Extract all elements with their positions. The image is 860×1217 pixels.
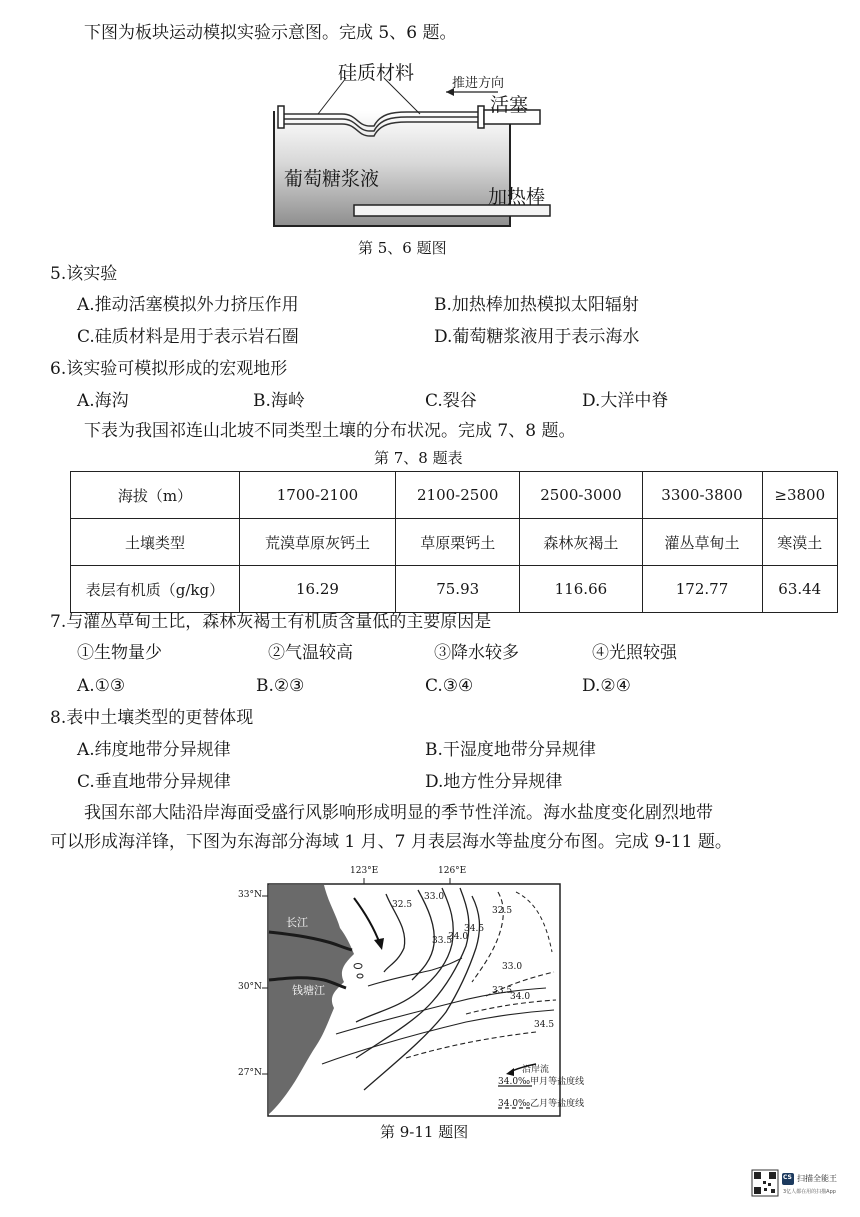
q8-option-c[interactable]: C.垂直地带分异规律: [77, 772, 231, 792]
isohaline-label: 32.5: [492, 906, 513, 916]
table-cell: 3300-3800: [642, 472, 762, 519]
q7-item-4: ④光照较强: [592, 643, 677, 663]
map-caption: 第 9-11 题图: [380, 1123, 469, 1141]
table-row: [71, 472, 838, 519]
scanner-subtitle: 3亿人都在用的扫描App: [783, 1189, 836, 1195]
map-lat-33: 33°N: [238, 890, 262, 900]
q7-item-3: ③降水较多: [434, 643, 519, 663]
legend-month-yi: 34.0‰乙月等盐度线: [498, 1099, 585, 1109]
isohaline-label: 33.5: [492, 986, 513, 996]
legend-coastal-current: 沿岸流: [522, 1065, 550, 1075]
intro-text-1: 下图为板块运动模拟实验示意图。完成 5、6 题。: [84, 23, 457, 43]
table-cell: 森林灰褐土: [520, 519, 642, 566]
label-heating-rod: 加热棒: [488, 186, 546, 208]
table-cell: 灌丛草甸土: [642, 519, 762, 566]
legend-month-jia: 34.0‰甲月等盐度线: [498, 1077, 585, 1087]
isohaline-label: 33.0: [502, 962, 523, 972]
figure1-caption: 第 5、6 题图: [358, 239, 447, 257]
salinity-map: [236, 862, 585, 1120]
map-lon-126: 126°E: [438, 866, 467, 876]
table-cell: 63.44: [762, 566, 837, 613]
isohaline-label: 33.0: [424, 892, 445, 902]
q5-option-a[interactable]: A.推动活塞模拟外力挤压作用: [77, 295, 299, 315]
label-glucose-syrup: 葡萄糖浆液: [284, 168, 380, 190]
table-cell: 2100-2500: [396, 472, 520, 519]
table-row: [71, 519, 838, 566]
isohaline-label: 34.5: [464, 924, 485, 934]
q6-option-a[interactable]: A.海沟: [77, 391, 129, 411]
table-cell: 表层有机质（g/kg）: [71, 566, 240, 613]
q7-option-d[interactable]: D.②④: [582, 676, 631, 696]
table-cell: 荒漠草原灰钙土: [239, 519, 395, 566]
q8-option-d[interactable]: D.地方性分异规律: [425, 772, 563, 792]
table-cell: 16.29: [239, 566, 395, 613]
q7-option-a[interactable]: A.①③: [77, 676, 126, 696]
table-cell: 2500-3000: [520, 472, 642, 519]
label-push-direction: 推进方向: [452, 76, 505, 91]
isohaline-label: 33.5: [432, 936, 453, 946]
q8-option-a[interactable]: A.纬度地带分异规律: [77, 740, 231, 760]
scanner-title: 扫描全能王: [797, 1174, 837, 1183]
table-cell: 土壤类型: [71, 519, 240, 566]
intro-text-3a: 我国东部大陆沿岸海面受盛行风影响形成明显的季节性洋流。海水盐度变化剧烈地带: [84, 803, 713, 823]
intro-text-3b: 可以形成海洋锋，下图为东海部分海域 1 月、7 月表层海水等盐度分布图。完成 9-11 题。: [50, 832, 732, 852]
table-cell: 75.93: [396, 566, 520, 613]
isohaline-label: 34.5: [534, 1020, 555, 1030]
q5-option-d[interactable]: D.葡萄糖浆液用于表示海水: [434, 327, 640, 347]
label-silicon-material: 硅质材料: [338, 62, 415, 84]
q5-stem: 5.该实验: [50, 264, 118, 284]
q7-option-b[interactable]: B.②③: [256, 676, 305, 696]
map-lat-27: 27°N: [238, 1068, 262, 1078]
scanner-badge: [750, 1168, 846, 1200]
q5-option-b[interactable]: B.加热棒加热模拟太阳辐射: [434, 295, 639, 315]
q7-option-c[interactable]: C.③④: [425, 676, 474, 696]
experiment-figure: [262, 56, 572, 232]
table-cell: 116.66: [520, 566, 642, 613]
q8-stem: 8.表中土壤类型的更替体现: [50, 708, 254, 728]
q6-option-c[interactable]: C.裂谷: [425, 391, 477, 411]
map-lat-30: 30°N: [238, 982, 262, 992]
label-piston: 活塞: [490, 94, 529, 116]
table-row: [71, 566, 838, 613]
table-cell: 寒漠土: [762, 519, 837, 566]
table-cell: ≥3800: [762, 472, 837, 519]
q8-option-b[interactable]: B.干湿度地带分异规律: [425, 740, 596, 760]
table-cell: 172.77: [642, 566, 762, 613]
map-lon-123: 123°E: [350, 866, 379, 876]
map-river-qiantang: 钱塘江: [292, 984, 325, 997]
q6-stem: 6.该实验可模拟形成的宏观地形: [50, 359, 288, 379]
isohaline-label: 34.0: [448, 932, 469, 942]
table-cell: 1700-2100: [239, 472, 395, 519]
q7-item-1: ①生物量少: [77, 643, 162, 663]
map-river-yangtze: 长江: [286, 916, 308, 929]
table-cell: 草原栗钙土: [396, 519, 520, 566]
isohaline-label: 34.0: [510, 992, 531, 1002]
soil-table: [70, 471, 838, 613]
scanner-logo: CS: [783, 1174, 792, 1181]
table-caption: 第 7、8 题表: [374, 449, 463, 467]
q6-option-d[interactable]: D.大洋中脊: [582, 391, 669, 411]
isohaline-label: 32.5: [392, 900, 413, 910]
table-cell: 海拔（m）: [71, 472, 240, 519]
q7-stem: 7.与灌丛草甸土比，森林灰褐土有机质含量低的主要原因是: [50, 612, 492, 632]
q6-option-b[interactable]: B.海岭: [253, 391, 305, 411]
intro-text-2: 下表为我国祁连山北坡不同类型土壤的分布状况。完成 7、8 题。: [84, 421, 576, 441]
q7-item-2: ②气温较高: [268, 643, 353, 663]
q5-option-c[interactable]: C.硅质材料是用于表示岩石圈: [77, 327, 299, 347]
